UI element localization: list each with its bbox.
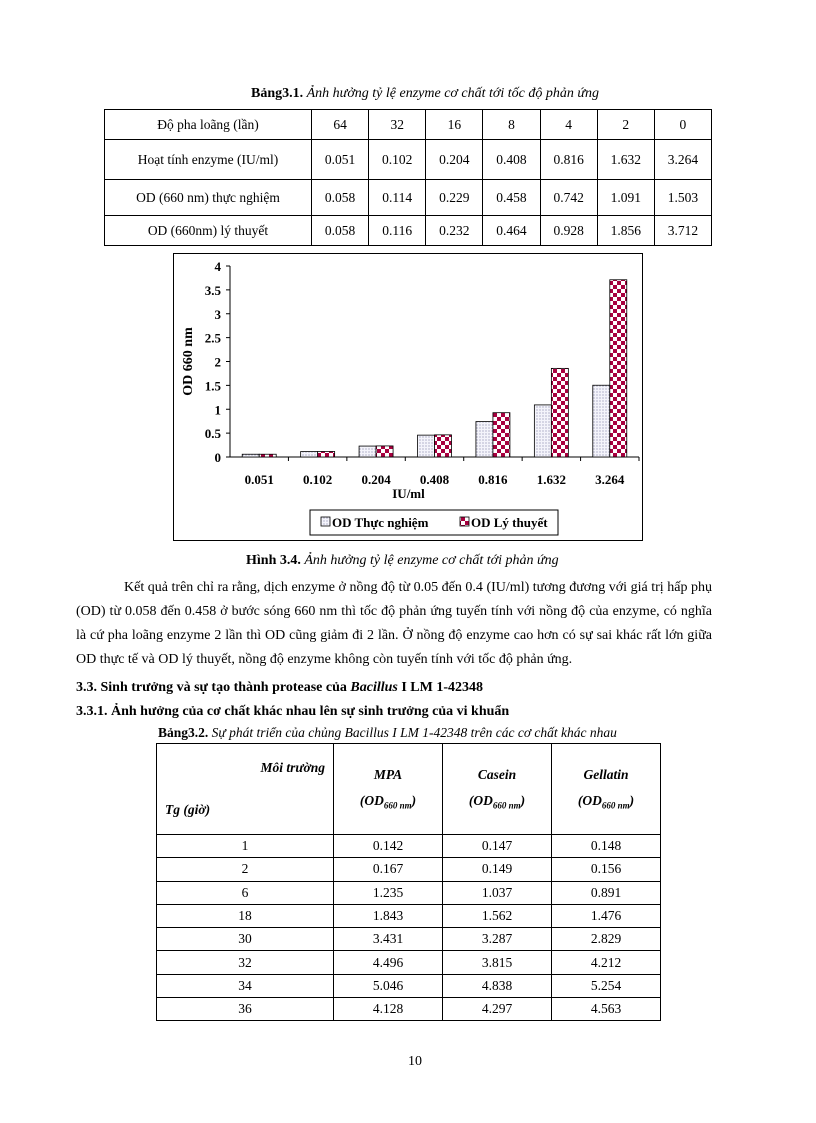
table2-cell: 0.891 [552,881,661,904]
y-tick-label: 4 [214,259,221,274]
bar-od-thuc-nghiem [593,385,610,457]
table2-time-cell: 18 [157,904,334,927]
table1-cell: 0.114 [369,180,426,216]
table1-cell: 2 [597,110,654,140]
table2-cell: 4.212 [552,951,661,974]
table2-corner-cell [157,744,334,835]
table2-cell: 0.156 [552,858,661,881]
table2-cell: 1.235 [334,881,443,904]
bar-od-thuc-nghiem [301,452,318,457]
table2-cell: 1.476 [552,904,661,927]
table1-row-label: Hoạt tính enzyme (IU/ml) [105,140,312,180]
bar-od-ly-thuyet [610,280,627,457]
table2-cell: 1.562 [443,904,552,927]
table2-time-cell: 1 [157,835,334,858]
column-unit: $(OD_{660 nm})$ [359,793,417,811]
section-number: 3.3. [76,680,97,695]
column-unit: $(OD_{660 nm})$ [577,793,635,811]
legend-label-thuc-nghiem: OD Thực nghiệm [332,515,429,530]
table2-time-cell: 30 [157,928,334,951]
table2-cell: 4.297 [443,998,552,1021]
table2-cell: 1.843 [334,904,443,927]
bar-od-ly-thuyet [376,446,393,457]
y-tick-label: 3.5 [204,282,221,298]
figure-caption-text: Ảnh hưởng tỷ lệ enzyme cơ chất tới phản ứng [304,553,559,568]
column-name: Casein [477,767,517,783]
table2-cell: 0.142 [334,835,443,858]
y-axis-title: OD 660 nm [181,327,196,396]
table1-row [105,216,712,246]
table1-cell: 0 [654,110,711,140]
y-tick-label: 1.5 [204,378,221,394]
table1-cell: 0.928 [540,216,597,246]
table2-cell: 0.148 [552,835,661,858]
table2-cell: 0.147 [443,835,552,858]
table1-cell: 0.464 [483,216,540,246]
table2-header-mpa [334,744,443,835]
table1-cell: 3.712 [654,216,711,246]
table2-cell: 0.167 [334,858,443,881]
table1-caption-text: Ảnh hưởng tỷ lệ enzyme cơ chất tới tốc độ phản ứng [306,86,599,101]
table1-cell: 0.116 [369,216,426,246]
od-chart [173,253,643,541]
bar-od-thuc-nghiem [242,454,259,457]
table2-row [157,904,661,927]
bar-od-ly-thuyet [318,451,335,457]
x-tick-label: 0.051 [244,472,274,487]
x-tick-label: 0.102 [303,472,333,487]
bar-od-thuc-nghiem [476,422,493,457]
table1-row [105,140,712,180]
table1-cell: 0.204 [426,140,483,180]
x-axis-title: IU/ml [392,486,425,501]
table2-header-gellatin [552,744,661,835]
y-tick-label: 0.5 [204,426,221,442]
table2-row [157,998,661,1021]
table1-cell: 0.102 [369,140,426,180]
table1-cell: 0.458 [483,180,540,216]
corner-bottom-label: Tg (giờ) [165,802,211,817]
table2-caption-label: Bảng3.2. [158,725,209,740]
x-tick-label: 0.204 [361,472,391,487]
legend-swatch-ly-thuyet [460,517,469,526]
table1-caption-label: Bảng3.1. [251,86,304,101]
table1-caption [251,86,599,102]
table2-time-cell: 36 [157,998,334,1021]
paragraph-line: OD thực tế và OD lý thuyết, nồng độ enzyme không còn tuyến tính với tốc độ phản ứng. [76,652,573,667]
table2-cell: 5.254 [552,974,661,997]
table2-cell: 2.829 [552,928,661,951]
bar-od-ly-thuyet [551,368,568,457]
y-tick-label: 1 [214,402,221,418]
section-heading [76,680,483,696]
y-tick-label: 2.5 [204,330,221,346]
table2-caption-text: Sự phát triển của chủng Bacillus I LM 1-42348 trên các cơ chất khác nhau [211,725,617,740]
table2-cell: 4.496 [334,951,443,974]
table1-cell: 1.091 [597,180,654,216]
subsection-heading: 3.3.1. Ảnh hưởng của cơ chất khác nhau lên sự sinh trưởng của vi khuẩn [76,704,510,719]
column-name: Gellatin [583,767,629,783]
paragraph-line: Kết quả trên chỉ ra rằng, dịch enzyme ở nồng độ từ 0.05 đến 0.4 (IU/ml) tương đương với giá trị hấp phụ [124,580,712,595]
y-tick-label: 2 [214,354,221,370]
table1 [104,109,712,246]
x-tick-label: 1.632 [536,472,566,487]
table1-cell: 0.408 [483,140,540,180]
column-unit: $(OD_{660 nm})$ [468,793,526,811]
bar-od-ly-thuyet [435,435,452,457]
table1-cell: 0.229 [426,180,483,216]
table1-cell: 0.816 [540,140,597,180]
bar-od-thuc-nghiem [418,435,435,457]
table1-cell: 1.856 [597,216,654,246]
bar-od-ly-thuyet [493,413,510,457]
table1-cell: 0.232 [426,216,483,246]
table1-cell: 16 [426,110,483,140]
table2 [156,743,661,1021]
table2-row [157,974,661,997]
table2-caption [158,725,617,741]
table2-cell: 4.838 [443,974,552,997]
figure-caption-label: Hình 3.4. [246,553,301,568]
y-tick-label: 3 [214,306,221,322]
body-paragraph [76,576,712,672]
table1-cell: 1.503 [654,180,711,216]
table2-cell: 4.128 [334,998,443,1021]
x-tick-label: 0.408 [419,472,450,487]
x-tick-label: 0.816 [478,472,508,487]
table2-time-cell: 6 [157,881,334,904]
table2-cell: 4.563 [552,998,661,1021]
table1-row-label: OD (660 nm) thực nghiệm [105,180,312,216]
table1-cell: 1.632 [597,140,654,180]
table2-row [157,881,661,904]
table1-cell: 64 [312,110,369,140]
table1-row [105,180,712,216]
table2-cell: 5.046 [334,974,443,997]
table2-row [157,858,661,881]
table1-row-label: OD (660nm) lý thuyết [105,216,312,246]
section-title-pre: Sinh trưởng và sự tạo thành protease của [100,680,351,695]
table1-row-label: Độ pha loãng (lần) [105,110,312,140]
table2-cell: 3.815 [443,951,552,974]
table1-cell: 8 [483,110,540,140]
x-tick-label: 3.264 [595,472,625,487]
table2-cell: 0.149 [443,858,552,881]
paragraph-line: (OD) từ 0.058 đến 0.458 ở bước sóng 660 nm thì tốc độ phản ứng tuyến tính với nồng độ của enzyme, có nghĩa [76,604,712,619]
bar-od-thuc-nghiem [534,405,551,457]
table2-cell: 1.037 [443,881,552,904]
table1-cell: 3.264 [654,140,711,180]
legend-label-ly-thuyet: OD Lý thuyết [471,515,548,530]
table1-cell: 32 [369,110,426,140]
corner-top-label: Môi trường [260,760,325,775]
legend-swatch-thuc-nghiem [321,517,330,526]
table2-time-cell: 34 [157,974,334,997]
section-title-italic: Bacillus [350,680,398,695]
table2-time-cell: 2 [157,858,334,881]
table2-row [157,835,661,858]
section-title-post: I LM 1-42348 [397,680,484,695]
table1-cell: 0.058 [312,180,369,216]
bar-od-thuc-nghiem [359,446,376,457]
table1-cell: 0.058 [312,216,369,246]
table2-cell: 3.431 [334,928,443,951]
column-name: MPA [373,767,403,783]
table2-row [157,928,661,951]
bar-od-ly-thuyet [259,454,276,457]
table2-time-cell: 32 [157,951,334,974]
figure-caption [246,553,559,569]
table2-header-casein [443,744,552,835]
paragraph-line: là cứ pha loãng enzyme 2 lần thì OD cũng giảm đi 2 lần. Ở nồng độ enzyme cao hơn có sự sai khác rất lớn giữa [76,628,712,643]
table1-cell: 0.051 [312,140,369,180]
y-tick-label: 0 [214,450,221,465]
table1-cell: 0.742 [540,180,597,216]
table1-row [105,110,712,140]
page-number: 10 [408,1054,422,1069]
table2-row [157,951,661,974]
table2-cell: 3.287 [443,928,552,951]
table1-cell: 4 [540,110,597,140]
